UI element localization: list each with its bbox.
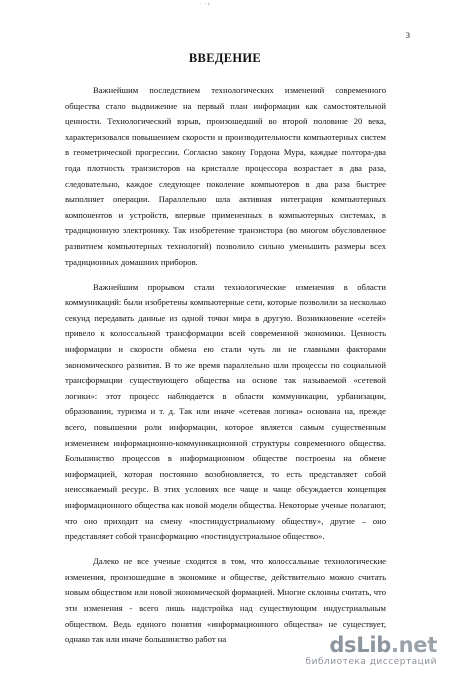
body-text [65, 83, 386, 648]
dslib-watermark [306, 634, 437, 667]
paragraph-3: Далеко не все ученые сходятся в том, что колоссальные технологические изменения, произошедшие в экономике и обществе, действительно можно считать новым обществом или новой экономической формацией. Многие склонны считать, что эти изменения - всего лишь надстройка над существующим индустриальным обществом. Ведь единого понятия «информационного общества» не существует, однако так или иначе большинство работ на [65, 556, 386, 645]
paragraph-2: Важнейшим прорывом стали технологические изменения в области коммуникаций: были изобретены компьютерные сети, которые позволили за несколько секунд передавать данные из одной точки мира в другую. Возникновение «сетей» привело к колоссальной трансформации всей современной экономики. Ценность информации и скорости обмена ею стали чуть ли не главными факторами экономического развития. В то же время параллельно шли процессы по социальной трансформации существующего общества на основе так называемой «сетевой логики»: этот процесс наблюдается в области коммуникации, урбанизации, образовании, туризма и т. д. Так или иначе «сетевая логика» основана на, прежде всего, повышении роли информации, которое является самым существенным изменением информационно-коммуникационной структуры современного общества. Большинство процессов в информационном обществе построены на обмене информацией, которая постоянно возобновляется, то есть представляет собой неиссякаемый ресурс. В этих условиях все чаще и чаще обсуждается концепция информационного общества как новой модели общества. Некоторые ученые полагают, что оно приходит на смену «постиндустриальному обществу», другие – оно представляет собой трансформацию «постиндустриальное общество». [65, 281, 386, 542]
paragraph-1: Важнейшим последствием технологических изменений современного общества стало выдвижение на первый план информации как самостоятельной ценности. Технологический взрыв, произошедший во второй половине 20 века, характеризовался повышением скорости и производительности компьютерных систем в геометрической прогрессии. Согласно закону Гордона Мура, каждые полтора-два года плотность транзисторов на кристалле процессора возрастает в два раза, следовательно, каждое следующее поколение компьютеров в два раза быстрее выполняет операции. Параллельно шла активная интеграция компьютерных компонентов и устройств, впервые примененных в компьютерных системах, в традиционную электронику. Так изобретение транзистора (во многом обусловленное развитием компьютерных технологий) позволило сильно уменьшить размеры всех традиционных домашних приборов. [65, 85, 386, 267]
watermark-tagline: библиотека диссертаций [305, 657, 437, 667]
section-heading: ВВЕДЕНИЕ [188, 51, 262, 65]
watermark-logo-name: dsLib [329, 633, 391, 657]
watermark-logo-ext: .net [390, 633, 437, 657]
page-number: 3 [405, 30, 410, 40]
scan-mark: · ·ı. [200, 2, 213, 7]
watermark-logo [306, 634, 437, 656]
